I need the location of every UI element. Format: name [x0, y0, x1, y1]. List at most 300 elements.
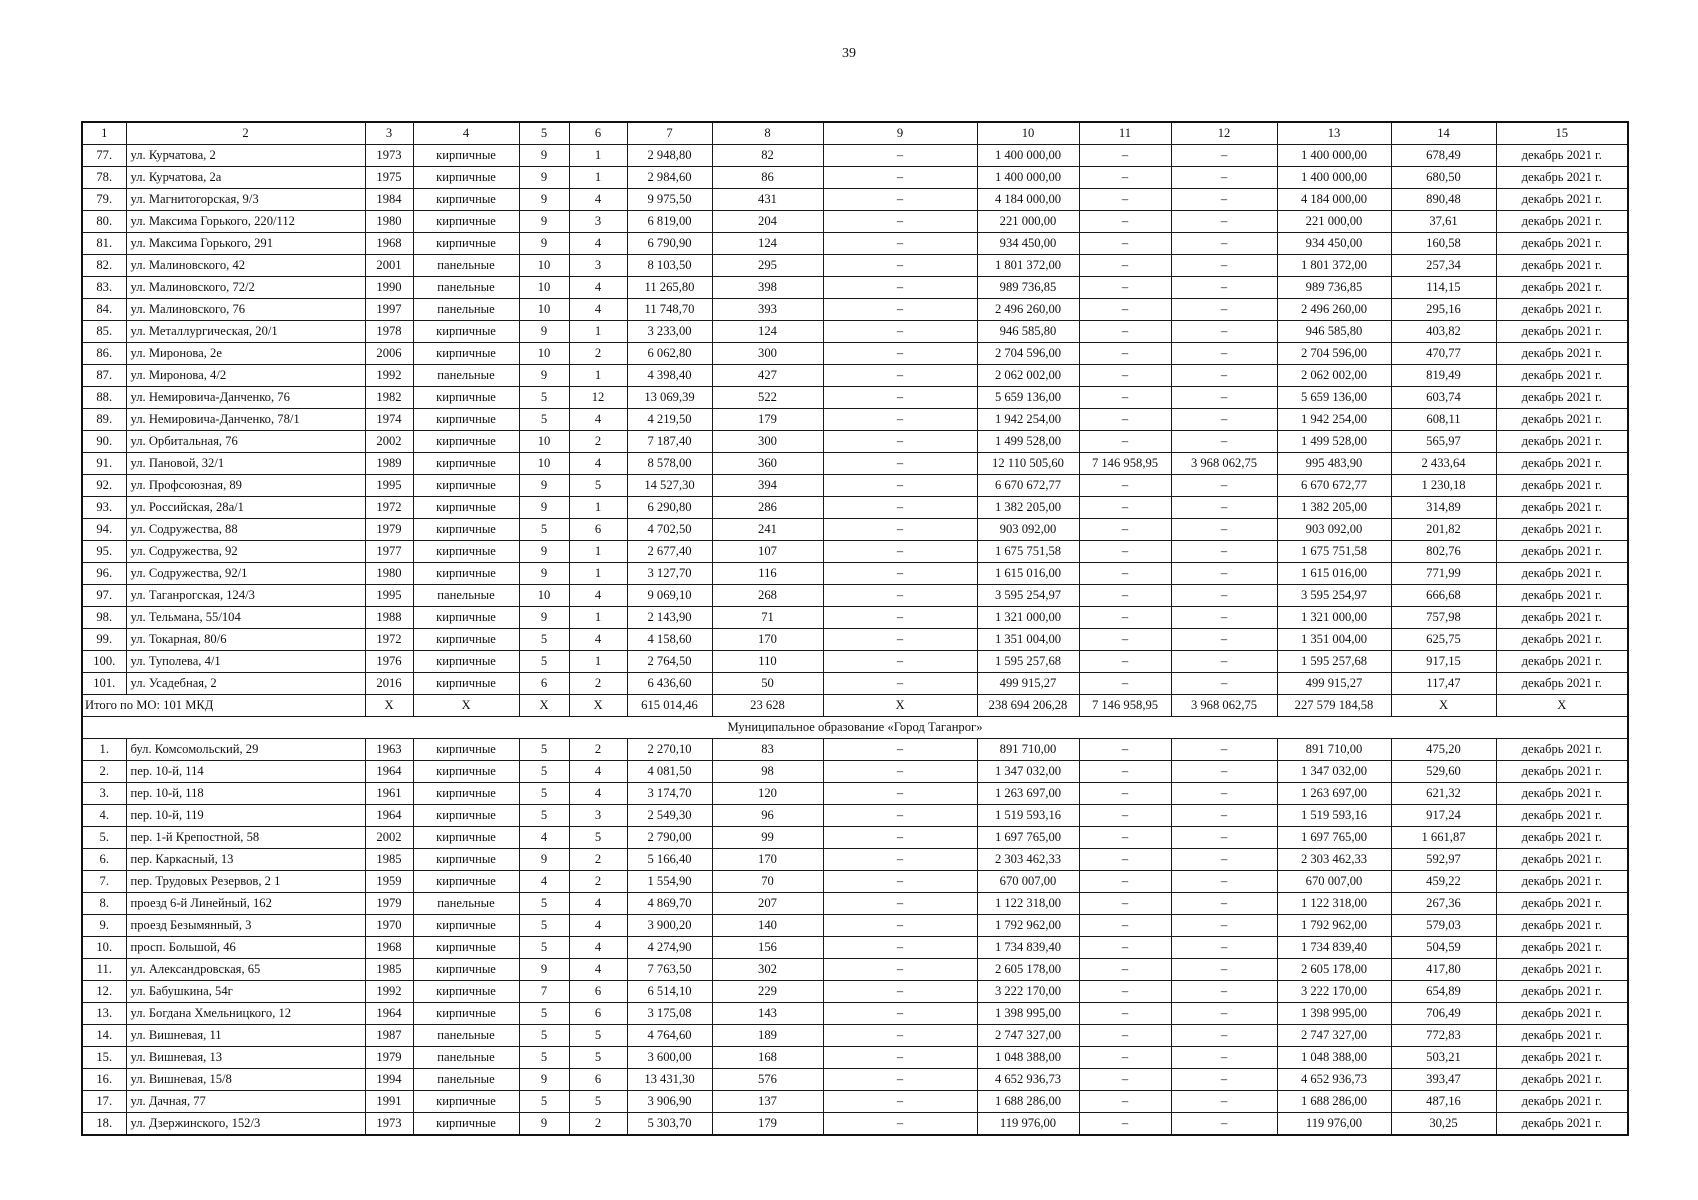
table-cell: 1991: [365, 1091, 413, 1113]
table-row: [82, 761, 1628, 783]
table-cell: 3 222 170,00: [977, 981, 1079, 1003]
table-cell: 2 303 462,33: [977, 849, 1079, 871]
table-cell: 4 652 936,73: [977, 1069, 1079, 1091]
table-cell: 2006: [365, 343, 413, 365]
address-cell: ул. Малиновского, 76: [126, 299, 365, 321]
table-cell: –: [1079, 365, 1171, 387]
total-cell: X: [413, 695, 519, 717]
table-cell: 891 710,00: [1277, 739, 1391, 761]
table-cell: 678,49: [1391, 145, 1496, 167]
table-cell: 995 483,90: [1277, 453, 1391, 475]
table-cell: –: [1171, 167, 1277, 189]
column-header: 4: [413, 122, 519, 145]
table-cell: 9: [519, 475, 569, 497]
table-cell: 6 062,80: [627, 343, 712, 365]
table-cell: 5 659 136,00: [977, 387, 1079, 409]
column-header: 12: [1171, 122, 1277, 145]
table-cell: панельные: [413, 893, 519, 915]
table-cell: 10: [519, 299, 569, 321]
table-cell: 9: [519, 145, 569, 167]
table-cell: 1977: [365, 541, 413, 563]
table-cell: 5: [519, 1003, 569, 1025]
table-cell: 1994: [365, 1069, 413, 1091]
table-row: [82, 145, 1628, 167]
table-cell: 221 000,00: [1277, 211, 1391, 233]
address-cell: ул. Туполева, 4/1: [126, 651, 365, 673]
table-cell: –: [1171, 189, 1277, 211]
table-cell: 10: [519, 431, 569, 453]
table-cell: 1978: [365, 321, 413, 343]
table-row: [82, 1091, 1628, 1113]
address-cell: пер. Трудовых Резервов, 2 1: [126, 871, 365, 893]
table-cell: –: [1079, 519, 1171, 541]
table-cell: 989 736,85: [977, 277, 1079, 299]
table-cell: 94.: [82, 519, 126, 541]
table-cell: 9: [519, 365, 569, 387]
total-cell: 615 014,46: [627, 695, 712, 717]
table-cell: 1992: [365, 981, 413, 1003]
table-cell: декабрь 2021 г.: [1496, 673, 1628, 695]
table-cell: 4 702,50: [627, 519, 712, 541]
table-cell: 1 048 388,00: [1277, 1047, 1391, 1069]
address-cell: ул. Дзержинского, 152/3: [126, 1113, 365, 1136]
table-cell: 890,48: [1391, 189, 1496, 211]
table-cell: 2 303 462,33: [1277, 849, 1391, 871]
table-cell: кирпичные: [413, 145, 519, 167]
total-row: [82, 695, 1628, 717]
table-cell: 1 615 016,00: [1277, 563, 1391, 585]
table-cell: декабрь 2021 г.: [1496, 871, 1628, 893]
table-cell: 1997: [365, 299, 413, 321]
table-cell: 1 792 962,00: [977, 915, 1079, 937]
table-cell: –: [1079, 651, 1171, 673]
table-cell: кирпичные: [413, 871, 519, 893]
table-cell: декабрь 2021 г.: [1496, 959, 1628, 981]
table-cell: 2 270,10: [627, 739, 712, 761]
table-cell: 78.: [82, 167, 126, 189]
table-cell: –: [1171, 541, 1277, 563]
table-cell: 4: [569, 915, 627, 937]
table-cell: 2 143,90: [627, 607, 712, 629]
table-cell: 13.: [82, 1003, 126, 1025]
table-cell: –: [1171, 673, 1277, 695]
table-cell: 267,36: [1391, 893, 1496, 915]
table-cell: 9: [519, 189, 569, 211]
address-cell: ул. Пановой, 32/1: [126, 453, 365, 475]
table-cell: 621,32: [1391, 783, 1496, 805]
table-cell: 891 710,00: [977, 739, 1079, 761]
table-cell: 1979: [365, 893, 413, 915]
table-row: [82, 607, 1628, 629]
table-cell: –: [1171, 475, 1277, 497]
table-cell: –: [823, 761, 977, 783]
table-cell: декабрь 2021 г.: [1496, 563, 1628, 585]
table-cell: 119 976,00: [977, 1113, 1079, 1136]
table-row: [82, 343, 1628, 365]
table-cell: 1995: [365, 585, 413, 607]
table-cell: 1 697 765,00: [977, 827, 1079, 849]
table-cell: 295,16: [1391, 299, 1496, 321]
table-cell: декабрь 2021 г.: [1496, 783, 1628, 805]
address-cell: просп. Большой, 46: [126, 937, 365, 959]
table-cell: 1 351 004,00: [977, 629, 1079, 651]
table-cell: 6 670 672,77: [1277, 475, 1391, 497]
table-cell: 18.: [82, 1113, 126, 1136]
table-cell: –: [823, 981, 977, 1003]
table-row: [82, 387, 1628, 409]
table-cell: 92.: [82, 475, 126, 497]
table-cell: 14.: [82, 1025, 126, 1047]
table-row: [82, 1003, 1628, 1025]
table-cell: –: [823, 541, 977, 563]
address-cell: проезд Безымянный, 3: [126, 915, 365, 937]
table-cell: 156: [712, 937, 823, 959]
table-cell: 3 127,70: [627, 563, 712, 585]
address-cell: ул. Вишневая, 15/8: [126, 1069, 365, 1091]
address-cell: ул. Профсоюзная, 89: [126, 475, 365, 497]
table-cell: 9: [519, 959, 569, 981]
table-cell: 1980: [365, 211, 413, 233]
table-cell: 221 000,00: [977, 211, 1079, 233]
total-cell: 238 694 206,28: [977, 695, 1079, 717]
table-cell: декабрь 2021 г.: [1496, 409, 1628, 431]
address-cell: пер. 10-й, 119: [126, 805, 365, 827]
table-cell: –: [1079, 959, 1171, 981]
address-cell: ул. Богдана Хмельницкого, 12: [126, 1003, 365, 1025]
table-cell: 5.: [82, 827, 126, 849]
table-cell: 99: [712, 827, 823, 849]
table-cell: 50: [712, 673, 823, 695]
table-cell: 71: [712, 607, 823, 629]
table-cell: –: [823, 607, 977, 629]
table-cell: 1975: [365, 167, 413, 189]
table-cell: 1972: [365, 629, 413, 651]
table-cell: –: [1171, 387, 1277, 409]
table-cell: 2.: [82, 761, 126, 783]
table-cell: –: [1171, 937, 1277, 959]
table-cell: 2 747 327,00: [1277, 1025, 1391, 1047]
total-cell: X: [1391, 695, 1496, 717]
address-cell: ул. Немировича-Данченко, 78/1: [126, 409, 365, 431]
table-cell: 9: [519, 607, 569, 629]
table-cell: 70: [712, 871, 823, 893]
table-cell: –: [1079, 1113, 1171, 1136]
table-cell: 2 948,80: [627, 145, 712, 167]
table-cell: 143: [712, 1003, 823, 1025]
table-cell: кирпичные: [413, 915, 519, 937]
table-cell: 4 869,70: [627, 893, 712, 915]
table-cell: 5: [519, 519, 569, 541]
table-cell: 84.: [82, 299, 126, 321]
table-row: [82, 629, 1628, 651]
column-number-row: [82, 122, 1628, 145]
table-cell: –: [823, 409, 977, 431]
table-cell: 1 230,18: [1391, 475, 1496, 497]
table-cell: 10: [519, 453, 569, 475]
table-cell: кирпичные: [413, 409, 519, 431]
table-cell: 1 734 839,40: [1277, 937, 1391, 959]
table-cell: 2 704 596,00: [977, 343, 1079, 365]
table-cell: –: [1171, 211, 1277, 233]
table-cell: 120: [712, 783, 823, 805]
table-cell: 6: [519, 673, 569, 695]
table-cell: 654,89: [1391, 981, 1496, 1003]
table-cell: 107: [712, 541, 823, 563]
table-cell: 11.: [82, 959, 126, 981]
table-cell: 6 790,90: [627, 233, 712, 255]
table-cell: 9 069,10: [627, 585, 712, 607]
table-cell: –: [1171, 1047, 1277, 1069]
table-cell: 5: [519, 915, 569, 937]
table-cell: 819,49: [1391, 365, 1496, 387]
table-cell: 119 976,00: [1277, 1113, 1391, 1136]
table-cell: –: [1171, 563, 1277, 585]
table-cell: –: [1079, 607, 1171, 629]
table-cell: 3: [569, 255, 627, 277]
table-cell: 12.: [82, 981, 126, 1003]
table-cell: 6: [569, 1069, 627, 1091]
address-cell: ул. Токарная, 80/6: [126, 629, 365, 651]
table-cell: 2 062 002,00: [977, 365, 1079, 387]
table-cell: 522: [712, 387, 823, 409]
table-cell: 1980: [365, 563, 413, 585]
total-cell: X: [365, 695, 413, 717]
table-cell: –: [823, 233, 977, 255]
table-cell: –: [823, 937, 977, 959]
table-cell: 989 736,85: [1277, 277, 1391, 299]
table-cell: 96: [712, 805, 823, 827]
table-row: [82, 365, 1628, 387]
table-cell: 5: [569, 1025, 627, 1047]
table-cell: 117,47: [1391, 673, 1496, 695]
table-row: [82, 849, 1628, 871]
table-cell: 1974: [365, 409, 413, 431]
table-row: [82, 981, 1628, 1003]
table-cell: декабрь 2021 г.: [1496, 321, 1628, 343]
table-cell: кирпичные: [413, 959, 519, 981]
table-cell: –: [1171, 827, 1277, 849]
table-cell: 229: [712, 981, 823, 1003]
table-cell: –: [1171, 145, 1277, 167]
table-cell: 1 688 286,00: [977, 1091, 1079, 1113]
table-cell: –: [823, 673, 977, 695]
table-cell: –: [1171, 629, 1277, 651]
table-cell: –: [1079, 761, 1171, 783]
table-cell: кирпичные: [413, 189, 519, 211]
table-cell: 17.: [82, 1091, 126, 1113]
table-cell: 1 734 839,40: [977, 937, 1079, 959]
table-cell: 3 900,20: [627, 915, 712, 937]
table-cell: 4: [569, 409, 627, 431]
table-cell: декабрь 2021 г.: [1496, 805, 1628, 827]
table-cell: 91.: [82, 453, 126, 475]
table-cell: 124: [712, 321, 823, 343]
total-cell: 227 579 184,58: [1277, 695, 1391, 717]
address-cell: ул. Содружества, 92/1: [126, 563, 365, 585]
table-cell: 1 398 995,00: [1277, 1003, 1391, 1025]
table-cell: 1963: [365, 739, 413, 761]
table-cell: 98.: [82, 607, 126, 629]
table-cell: 4: [569, 629, 627, 651]
total-cell: X: [1496, 695, 1628, 717]
table-cell: 7: [519, 981, 569, 1003]
table-cell: 4.: [82, 805, 126, 827]
table-cell: 5: [569, 475, 627, 497]
table-cell: 4: [569, 585, 627, 607]
table-row: [82, 453, 1628, 475]
table-cell: 398: [712, 277, 823, 299]
table-row: [82, 563, 1628, 585]
table-cell: 189: [712, 1025, 823, 1047]
table-row: [82, 189, 1628, 211]
table-cell: 1995: [365, 475, 413, 497]
table-cell: 9: [519, 233, 569, 255]
table-cell: кирпичные: [413, 343, 519, 365]
table-cell: 917,24: [1391, 805, 1496, 827]
table-cell: 98: [712, 761, 823, 783]
table-cell: 83.: [82, 277, 126, 299]
table-cell: 5: [519, 387, 569, 409]
table-row: [82, 211, 1628, 233]
table-cell: 1 675 751,58: [977, 541, 1079, 563]
table-cell: 1 942 254,00: [977, 409, 1079, 431]
table-cell: 77.: [82, 145, 126, 167]
table-cell: 772,83: [1391, 1025, 1496, 1047]
table-cell: 16.: [82, 1069, 126, 1091]
table-cell: 670 007,00: [977, 871, 1079, 893]
column-header: 15: [1496, 122, 1628, 145]
table-cell: 1 351 004,00: [1277, 629, 1391, 651]
total-cell: 3 968 062,75: [1171, 695, 1277, 717]
table-cell: 179: [712, 1113, 823, 1136]
table-cell: 1985: [365, 849, 413, 871]
total-label: Итого по МО: 101 МКД: [82, 695, 365, 717]
table-row: [82, 585, 1628, 607]
table-cell: –: [1171, 431, 1277, 453]
table-cell: 903 092,00: [1277, 519, 1391, 541]
table-cell: 5 659 136,00: [1277, 387, 1391, 409]
table-cell: 179: [712, 409, 823, 431]
table-cell: –: [1079, 541, 1171, 563]
table-cell: –: [823, 563, 977, 585]
table-cell: декабрь 2021 г.: [1496, 431, 1628, 453]
table-row: [82, 519, 1628, 541]
table-cell: декабрь 2021 г.: [1496, 739, 1628, 761]
table-cell: –: [1171, 1069, 1277, 1091]
table-cell: 9: [519, 563, 569, 585]
table-cell: 2: [569, 343, 627, 365]
table-cell: 1: [569, 365, 627, 387]
table-cell: 1 263 697,00: [977, 783, 1079, 805]
table-cell: 3 906,90: [627, 1091, 712, 1113]
table-cell: декабрь 2021 г.: [1496, 915, 1628, 937]
table-cell: декабрь 2021 г.: [1496, 1003, 1628, 1025]
table-cell: 201,82: [1391, 519, 1496, 541]
table-cell: 499 915,27: [977, 673, 1079, 695]
table-cell: 10: [519, 277, 569, 299]
table-cell: 1 398 995,00: [977, 1003, 1079, 1025]
table-cell: 1961: [365, 783, 413, 805]
address-cell: ул. Усадебная, 2: [126, 673, 365, 695]
table-cell: 207: [712, 893, 823, 915]
table-cell: 2 605 178,00: [1277, 959, 1391, 981]
address-cell: ул. Российская, 28а/1: [126, 497, 365, 519]
table-cell: 170: [712, 849, 823, 871]
table-row: [82, 959, 1628, 981]
table-cell: 9: [519, 1069, 569, 1091]
table-cell: 8.: [82, 893, 126, 915]
table-cell: 403,82: [1391, 321, 1496, 343]
table-cell: –: [1079, 585, 1171, 607]
table-cell: –: [823, 189, 977, 211]
table-cell: –: [1079, 387, 1171, 409]
table-cell: 295: [712, 255, 823, 277]
table-cell: –: [1079, 629, 1171, 651]
table-cell: декабрь 2021 г.: [1496, 893, 1628, 915]
table-cell: 5: [519, 893, 569, 915]
table-cell: –: [823, 1025, 977, 1047]
table-cell: –: [1171, 343, 1277, 365]
table-cell: декабрь 2021 г.: [1496, 607, 1628, 629]
table-cell: 4 081,50: [627, 761, 712, 783]
table-cell: 2 496 260,00: [977, 299, 1079, 321]
address-cell: ул. Миронова, 4/2: [126, 365, 365, 387]
table-cell: 757,98: [1391, 607, 1496, 629]
table-cell: декабрь 2021 г.: [1496, 1113, 1628, 1136]
table-cell: 2 062 002,00: [1277, 365, 1391, 387]
table-cell: кирпичные: [413, 497, 519, 519]
table-cell: 88.: [82, 387, 126, 409]
table-cell: –: [1171, 255, 1277, 277]
table-cell: 4: [519, 827, 569, 849]
table-cell: 4 184 000,00: [1277, 189, 1391, 211]
table-row: [82, 277, 1628, 299]
table-cell: 475,20: [1391, 739, 1496, 761]
column-header: 11: [1079, 122, 1171, 145]
table-cell: 487,16: [1391, 1091, 1496, 1113]
table-row: [82, 475, 1628, 497]
table-cell: –: [823, 365, 977, 387]
table-cell: кирпичные: [413, 761, 519, 783]
table-cell: 393,47: [1391, 1069, 1496, 1091]
table-cell: 2 677,40: [627, 541, 712, 563]
table-cell: 2 433,64: [1391, 453, 1496, 475]
table-cell: 6: [569, 981, 627, 1003]
table-cell: –: [1171, 299, 1277, 321]
table-cell: 1976: [365, 651, 413, 673]
table-cell: –: [1079, 255, 1171, 277]
table-cell: 625,75: [1391, 629, 1496, 651]
table-cell: 1 675 751,58: [1277, 541, 1391, 563]
table-row: [82, 673, 1628, 695]
table-cell: 300: [712, 343, 823, 365]
table-cell: 9: [519, 167, 569, 189]
table-cell: 1 400 000,00: [1277, 145, 1391, 167]
table-cell: панельные: [413, 299, 519, 321]
table-cell: 6.: [82, 849, 126, 871]
table-cell: 286: [712, 497, 823, 519]
table-cell: кирпичные: [413, 453, 519, 475]
table-cell: декабрь 2021 г.: [1496, 365, 1628, 387]
table-cell: –: [1079, 431, 1171, 453]
table-cell: 394: [712, 475, 823, 497]
table-row: [82, 1025, 1628, 1047]
total-cell: 7 146 958,95: [1079, 695, 1171, 717]
table-cell: декабрь 2021 г.: [1496, 211, 1628, 233]
table-cell: 4 274,90: [627, 937, 712, 959]
table-cell: –: [823, 1047, 977, 1069]
address-cell: ул. Тельмана, 55/104: [126, 607, 365, 629]
